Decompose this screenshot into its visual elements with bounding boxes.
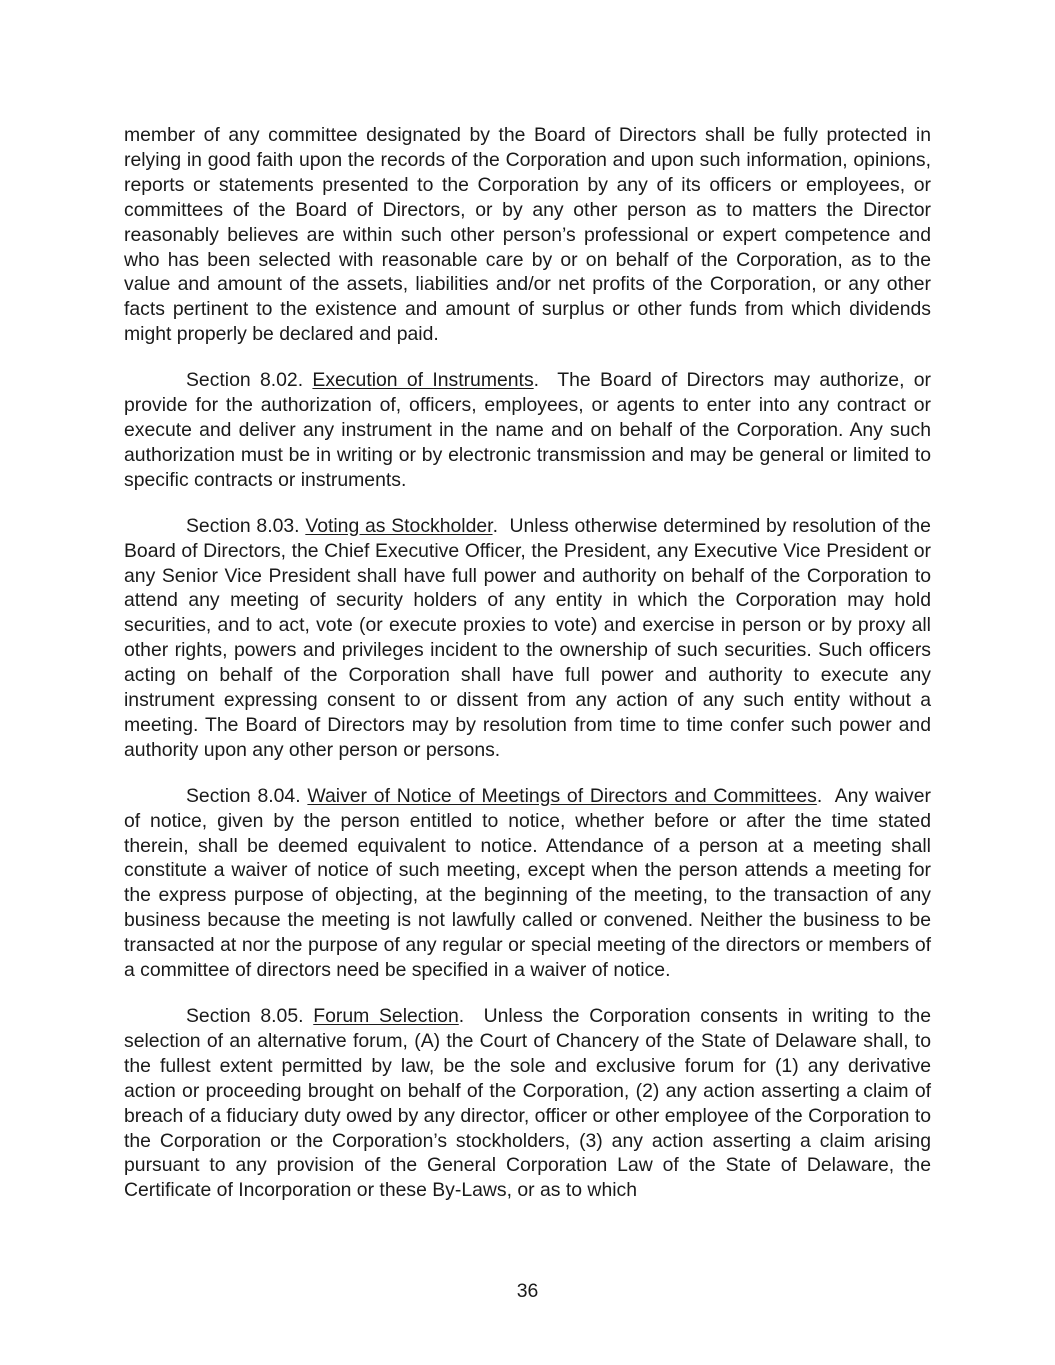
section-8-04-paragraph: Section 8.04. Waiver of Notice of Meetings of Directors and Committees. Any waiver of notice, given by the person entitled to notice, whether before or after the time stated therein, shall be deemed equivalent to notice. Attendance of a person at a meeting shall constitute a waiver of notice of such meeting, except when the person attends a meeting for the express purpose of objecting, at the beginning of the meeting, to the transaction of any business because the meeting is not lawfully called or convened. Neither the business to be transacted at nor the purpose of any regular or special meeting of the directors or members of a committee of directors need be specified in a waiver of notice. — [124, 784, 931, 982]
document-page — [124, 123, 931, 1224]
section-8-02-paragraph: Section 8.02. Execution of Instruments. The Board of Directors may authorize, or provide for the authorization of, officers, employees, or agents to enter into any contract or execute and deliver any instrument in the name and on behalf of the Corporation. Any such authorization must be in writing or by electronic transmission and may be general or limited to specific contracts or instruments. — [124, 369, 932, 491]
section-8-03-paragraph: Section 8.03. Voting as Stockholder. Unless otherwise determined by resolution of the Board of Directors, the Chief Executive Officer, the President, any Executive Vice President or any Senior Vice President shall have full power and authority on behalf of the Corporation to attend any meeting of security holders of any entity in which the Corporation may hold securities, and to act, vote (or execute proxies to vote) and exercise in person or by proxy all other rights, powers and privileges incident to the ownership of such securities. Such officers acting on behalf of the Corporation shall have full power and authority to execute any instrument expressing consent to or dissent from any action of any such entity without a meeting. The Board of Directors may by resolution from time to time confer such power and authority upon any other person or persons. — [124, 514, 931, 761]
section-8-04-text: Any waiver of notice, given by the person entitled to notice, whether before or after the time stated therein, shall be deemed equivalent to notice. Attendance of a person at a meeting shall constitute a waiver of notice of such meeting, except when the person attends a meeting for the express purpose of objecting, at the beginning of the meeting, to the transaction of any business because the meeting is not lawfully called or convened. Neither the business to be transacted at nor the purpose of any regular or special meeting of the directors or members of a committee of directors need be specified in a waiver of notice. — [124, 784, 931, 982]
section-8-03-text: Unless otherwise determined by resolution of the Board of Directors, the Chief Executive Officer, the President, any Executive Vice President or any Senior Vice President shall have full power and authority on behalf of the Corporation to attend any meeting of security holders of any entity in which the Corporation may hold securities, and to act, vote (or execute proxies to vote) and exercise in person or by proxy all other rights, powers and privileges incident to the ownership of such securities. Such officers acting on behalf of the Corporation shall have full power and authority to execute any instrument expressing consent to or dissent from any action of any such entity without a meeting. The Board of Directors may by resolution from time to time confer such power and authority upon any other person or persons. — [124, 514, 931, 761]
continuation-paragraph: member of any committee designated by the Board of Directors shall be fully protected in relying in good faith upon the records of the Corporation and upon such information, opinions, reports or statements presented to the Corporation by any of its officers or employees, or committees of the Board of Directors, or by any other person as to matters the Director reasonably believes are within such other person’s professional or expert competence and who has been selected with reasonable care by or on behalf of the Corporation, as to the value and amount of the assets, liabilities and/or net profits of the Corporation, or any other facts pertinent to the existence and amount of surplus or other funds from which dividends might properly be declared and paid. — [124, 124, 931, 346]
section-8-04-heading: Waiver of Notice of Meetings of Directors and Committees — [307, 784, 817, 807]
section-8-03-number: Section 8.03. — [186, 514, 300, 537]
section-8-05-paragraph: Section 8.05. Forum Selection. Unless the Corporation consents in writing to the selection of an alternative forum, (A) the Court of Chancery of the State of Delaware shall, to the fullest extent permitted by law, be the sole and exclusive forum for (1) any derivative action or proceeding brought on behalf of the Corporation, (2) any action asserting a claim of breach of a fiduciary duty owed by any director, officer or other employee of the Corporation to the Corporation or the Corporation’s stockholders, (3) any action asserting a claim arising pursuant to any provision of the General Corporation Law of the State of Delaware, the Certificate of Incorporation or these By-Laws, or as to which — [124, 1005, 931, 1202]
section-8-03-heading: Voting as Stockholder — [305, 514, 493, 537]
section-8-02-number: Section 8.02. — [186, 369, 304, 392]
page-number: 36 — [516, 1280, 539, 1302]
section-8-04-number: Section 8.04. — [186, 784, 301, 807]
section-8-05-text: Unless the Corporation consents in writing to the selection of an alternative forum, (A) the Court of Chancery of the State of Delaware shall, to the fullest extent permitted by law, be the sole and exclusive forum for (1) any derivative action or proceeding brought on behalf of the Corporation, (2) any action asserting a claim of breach of a fiduciary duty owed by any director, officer or other employee of the Corporation to the Corporation or the Corporation’s stockholders, (3) any action asserting a claim arising pursuant to any provision of the General Corporation Law of the State of Delaware, the Certificate of Incorporation or these By-Laws, or as to which — [124, 1005, 931, 1202]
section-8-05-number: Section 8.05. — [186, 1005, 304, 1027]
section-8-02-heading: Execution of Instruments — [312, 369, 534, 392]
section-8-05-heading: Forum Selection — [313, 1005, 459, 1027]
section-8-02-text: The Board of Directors may authorize, or provide for the authorization of, officers, employees, or agents to enter into any contract or execute and deliver any instrument in the name and on behalf of the Corporation. Any such authorization must be in writing or by electronic transmission and may be general or limited to specific contracts or instruments. — [124, 369, 932, 491]
